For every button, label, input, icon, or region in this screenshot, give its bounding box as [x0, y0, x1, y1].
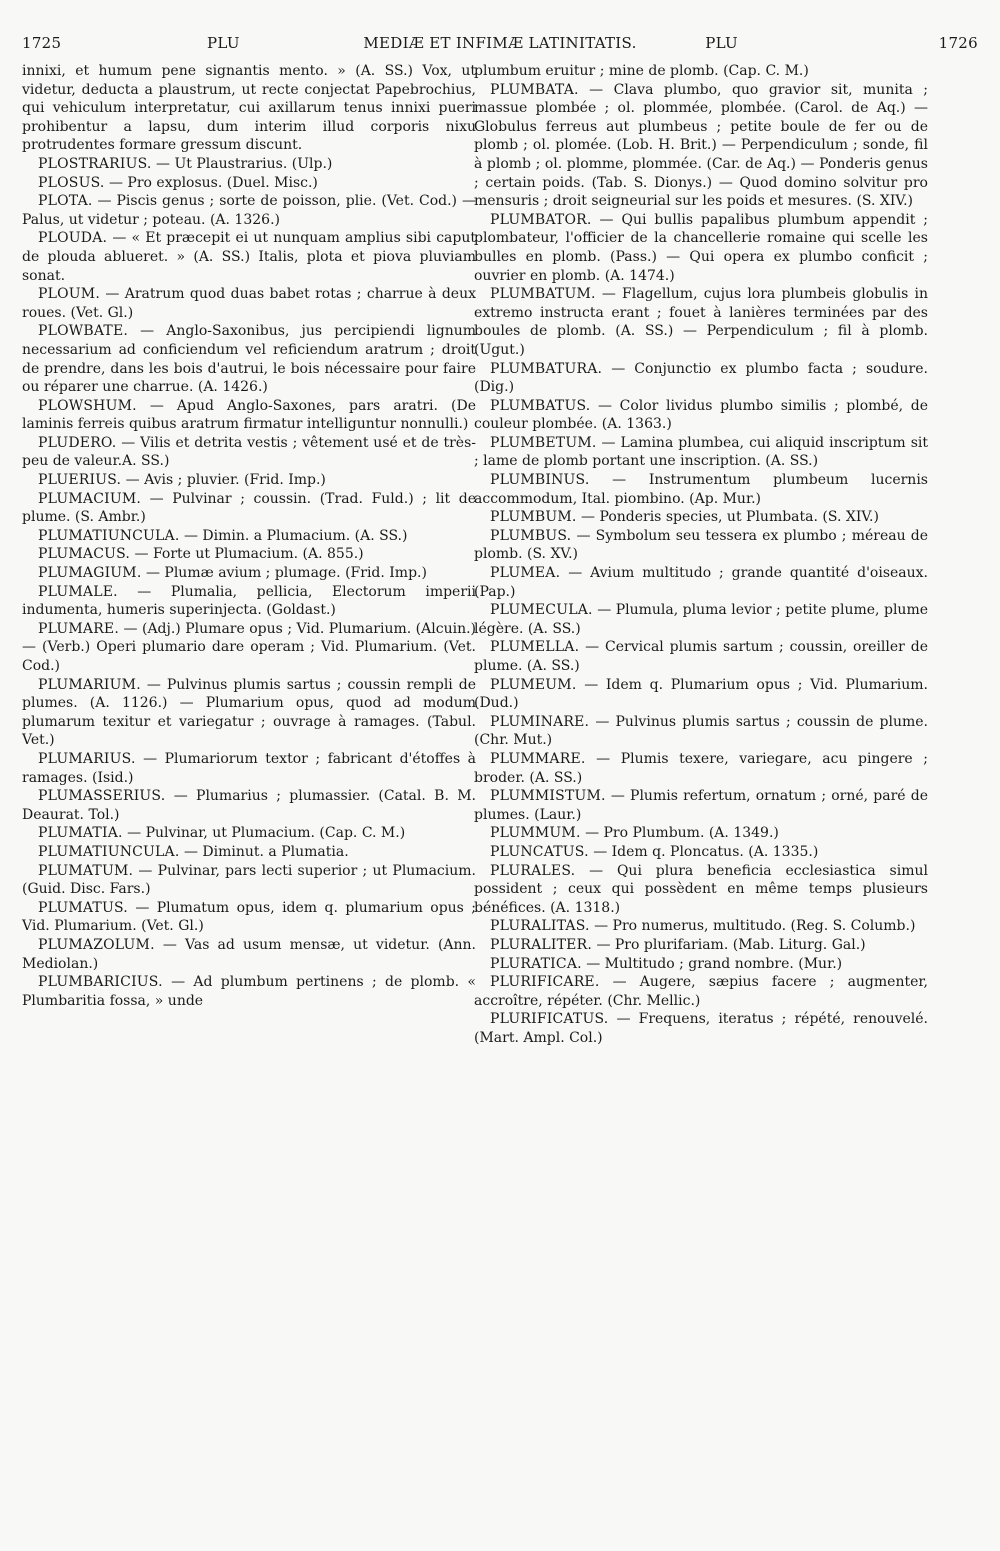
entry-definition: — Idem q. Plumarium opus ; Vid. Plumarium. (Dud.)	[474, 676, 929, 712]
entry-definition: — Aratrum quod duas babet rotas ; charrue à deux roues. (Vet. Gl.)	[22, 286, 477, 321]
entry-definition: — Symbolum seu tessera ex plumbo ; méreau de plomb. (S. XV.)	[474, 527, 929, 563]
entry-definition: — Apud Anglo-Saxones, pars aratri. (De laminis ferreis quibus aratrum firmatur intelliguntur nonnulli.)	[22, 397, 476, 433]
entry-definition: — Cervical plumis sartum ; coussin, oreiller de plume. (A. SS.)	[474, 639, 928, 674]
entry-definition: — Color lividus plumbo similis ; plombé, de couleur plombée. (A. 1363.)	[474, 397, 928, 433]
entry-headword: PLUMAGIUM.	[38, 565, 142, 582]
entry-headword: PLUMBATA.	[490, 81, 579, 98]
entry-headword: PLUMEA.	[490, 565, 561, 582]
entry-definition: — Plumalia, pellicia, Electorum imperii indumenta, humeris superinjecta. (Goldast.)	[22, 583, 476, 619]
dictionary-entry	[22, 620, 476, 676]
entry-definition: — Qui bullis papalibus plumbum appendit ; plombateur, l'officier de la chancellerie romaine qui scelle les bulles en plomb. (Pass.) — Qui opera ex plumbo conficit ; ouvrier en plomb. (A. 1474.)	[474, 211, 929, 284]
entry-definition: — « Et præcepit ei ut nunquam amplius sibi caput de plouda ablueret. » (A. SS.) Italis, plota et piova pluviam sonat.	[22, 230, 476, 284]
entry-headword: PLUMARIUS.	[38, 750, 136, 767]
entry-headword: PLOSTRARIUS.	[38, 155, 152, 172]
entry-definition: plumbum eruitur ; mine de plomb. (Cap. C. M.)	[474, 63, 809, 79]
entry-headword: PLUMELLA.	[490, 639, 580, 656]
entry-headword: PLUMATIA.	[38, 825, 123, 842]
entry-headword: PLURALITAS.	[490, 918, 590, 935]
dictionary-entry	[474, 955, 928, 974]
head-abbreviation-left: PLU	[207, 34, 240, 52]
entry-headword: PLOUDA.	[38, 230, 108, 247]
dictionary-entry	[474, 862, 928, 918]
dictionary-entry	[22, 285, 476, 322]
entry-headword: PLUMALE.	[38, 583, 118, 600]
entry-definition: — Piscis genus ; sorte de poisson, plie. (Vet. Cod.) — Palus, ut videtur ; poteau. (A. 1326.)	[22, 193, 476, 228]
entry-definition: — Pro Plumbum. (A. 1349.)	[585, 825, 779, 842]
entry-headword: PLOWBATE.	[38, 323, 129, 340]
dictionary-entry	[474, 713, 928, 750]
entry-headword: PLOWSHUM.	[38, 397, 137, 414]
entry-definition: — Multitudo ; grand nombre. (Mur.)	[586, 955, 843, 972]
entry-headword: PLUMATIUNCULA.	[38, 527, 180, 544]
entry-definition: — Lamina plumbea, cui aliquid inscriptum sit ; lame de plomb portant une inscription. (A. SS.)	[474, 434, 929, 470]
entry-headword: PLOTA.	[38, 193, 93, 210]
dictionary-entry	[22, 192, 476, 229]
entry-headword: PLUMMUM.	[490, 825, 581, 842]
dictionary-entry	[22, 545, 476, 564]
entry-headword: PLUMBETUM.	[490, 434, 597, 451]
entry-definition: — Pulvinar ; coussin. (Trad. Fuld.) ; lit de plume. (S. Ambr.)	[22, 490, 477, 526]
dictionary-entry	[474, 787, 928, 824]
dictionary-entry	[22, 397, 476, 434]
dictionary-entry	[22, 973, 476, 1010]
entry-headword: PLUDERO.	[38, 434, 117, 451]
dictionary-entry	[474, 676, 928, 713]
entry-headword: PLUMBUS.	[490, 527, 572, 544]
dictionary-entry	[474, 360, 928, 397]
entry-definition: — Plumis refertum, ornatum ; orné, paré de plumes. (Laur.)	[474, 788, 928, 823]
dictionary-entry	[22, 862, 476, 899]
dictionary-entry	[474, 750, 928, 787]
dictionary-entry	[22, 174, 476, 193]
page-number-left: 1725	[22, 34, 62, 52]
entry-headword: PLUMASSERIUS.	[38, 788, 166, 805]
dictionary-entry	[474, 824, 928, 843]
entry-definition: — (Adj.) Plumare opus ; Vid. Plumarium. (Alcuin.) — (Verb.) Operi plumario dare operam ; Vid. Plumarium. (Vet. Cod.)	[22, 620, 476, 674]
entry-definition: — Diminut. a Plumatia.	[183, 843, 349, 860]
dictionary-entry	[474, 843, 928, 862]
entry-definition: — Pulvinus plumis sartus ; coussin rempli de plumes. (A. 1126.) — Plumarium opus, quod ad modum plumarum texitur et variegatur ; ouvrage à ramages. (Tabul. Vet.)	[22, 676, 477, 749]
entry-definition: — Pro numerus, multitudo. (Reg. S. Columb.)	[594, 918, 916, 935]
entry-headword: PLUMARE.	[38, 620, 120, 637]
entry-definition: — Clava plumbo, quo gravior sit, munita ; massue plombée ; ol. plommée, plombée. (Carol. de Aq.) — Globulus ferreus aut plumbeus ; petite boule de fer ou de plomb ; ol. plomée. (Lob. H. Brit.) — Perpendiculum ; sonde, fil à plomb ; ol. plomme, plommée. (Car. de Aq.) — Ponderis genus ; certain poids. (Tab. S. Dionys.) — Quod domino solvitur pro mensuris ; droit seigneurial sur les poids et mesures. (S. XIV.)	[474, 81, 928, 210]
dictionary-entry	[474, 527, 928, 564]
page-number-right: 1726	[938, 34, 978, 52]
entry-headword: PLUMARIUM.	[38, 676, 141, 693]
head-abbreviation-right: PLU	[705, 34, 738, 52]
entry-definition: — Ut Plaustrarius. (Ulp.)	[156, 155, 333, 172]
entry-headword: PLUMBATUM.	[490, 286, 596, 303]
dictionary-entry	[474, 564, 928, 601]
entry-definition: — Vas ad usum mensæ, ut videtur. (Ann. Mediolan.)	[22, 936, 477, 972]
entry-definition: — Pulvinar, pars lecti superior ; ut Plumacium. (Guid. Disc. Fars.)	[22, 862, 476, 898]
dictionary-entry	[474, 601, 928, 638]
dictionary-entry	[474, 211, 928, 285]
dictionary-entry	[474, 638, 928, 675]
dictionary-entry	[22, 471, 476, 490]
entry-headword: PLUMATUM.	[38, 862, 134, 879]
dictionary-entry	[22, 229, 476, 285]
left-column	[22, 62, 476, 1010]
dictionary-entry	[474, 81, 928, 211]
dictionary-entry	[22, 750, 476, 787]
dictionary-entry	[474, 917, 928, 936]
entry-headword: PLUMBATURA.	[490, 360, 603, 377]
dictionary-entry	[22, 434, 476, 471]
entry-definition: — Flagellum, cujus lora plumbeis globulis in extremo instructa erant ; fouet à lanières terminées par des boules de plomb. (A. SS.) — Perpendiculum ; fil à plomb. (Ugut.)	[474, 286, 928, 358]
entry-headword: PLUMAZOLUM.	[38, 936, 155, 953]
entry-definition: — Ponderis species, ut Plumbata. (S. XIV.)	[581, 509, 879, 526]
entry-definition: — Plumula, pluma levior ; petite plume, plume légère. (A. SS.)	[474, 602, 929, 637]
entry-definition: — Forte ut Plumacium. (A. 855.)	[134, 546, 364, 563]
dictionary-entry	[22, 936, 476, 973]
dictionary-entry	[474, 434, 928, 471]
entry-headword: PLURALITER.	[490, 936, 592, 953]
dictionary-entry	[22, 490, 476, 527]
entry-headword: PLUMMARE.	[490, 750, 586, 767]
entry-definition: — Idem q. Ploncatus. (A. 1335.)	[593, 843, 819, 860]
dictionary-entry	[22, 843, 476, 862]
entry-headword: PLUERIUS.	[38, 472, 122, 489]
dictionary-entry	[474, 471, 928, 508]
running-title: MEDIÆ ET INFIMÆ LATINITATIS.	[363, 34, 637, 52]
entry-definition: — Conjunctio ex plumbo facta ; soudure. (Dig.)	[474, 360, 928, 396]
dictionary-entry	[22, 564, 476, 583]
entry-headword: PLUMEUM.	[490, 676, 577, 693]
dictionary-entry	[22, 583, 476, 620]
entry-definition: — Plumæ avium ; plumage. (Frid. Imp.)	[145, 565, 427, 582]
entry-headword: PLURIFICARE.	[490, 974, 600, 991]
dictionary-entry	[22, 322, 476, 396]
entry-definition: — Plumis texere, variegare, acu pingere ; broder. (A. SS.)	[474, 750, 928, 786]
dictionary-entry	[474, 973, 928, 1010]
entry-headword: PLUMATIUNCULA.	[38, 843, 180, 860]
dictionary-entry	[474, 508, 928, 527]
entry-headword: PLUMBATOR.	[490, 211, 592, 228]
entry-definition: — Instrumentum plumbeum lucernis accommodum, Ital. piombino. (Ap. Mur.)	[474, 472, 928, 507]
entry-definition: — Plumarius ; plumassier. (Catal. B. M. Deaurat. Tol.)	[22, 788, 476, 823]
entry-headword: PLURATICA.	[490, 955, 582, 972]
entry-definition: innixi, et humum pene signantis mento. » (A. SS.) Vox, ut videtur, deducta a plaustrum, ut recte conjectat Papebrochius, qui vehiculum interpretatur, cui axillarum tenus innixi pueri prohibentur a lapsu, dum interim illud corporis nixu protrudentes formare gressum discunt.	[22, 63, 476, 154]
dictionary-entry	[22, 676, 476, 750]
entry-definition: — Pro explosus. (Duel. Misc.)	[108, 174, 318, 191]
entry-definition: — Pulvinus plumis sartus ; coussin de plume. (Chr. Mut.)	[474, 713, 929, 749]
running-head	[22, 34, 978, 56]
entry-definition: — Augere, sæpius facere ; augmenter, accroître, répéter. (Chr. Mellic.)	[474, 974, 928, 1009]
entry-headword: PLURALES.	[490, 862, 576, 879]
entry-definition: — Plumariorum textor ; fabricant d'étoffes à ramages. (Isid.)	[22, 750, 476, 786]
dictionary-entry	[474, 285, 928, 359]
dictionary-entry	[474, 62, 928, 81]
entry-headword: PLUMBARICIUS.	[38, 974, 163, 991]
entry-definition: — Avium multitudo ; grande quantité d'oiseaux. (Pap.)	[474, 565, 929, 600]
dictionary-entry	[22, 527, 476, 546]
right-column	[474, 62, 928, 1047]
entry-definition: — Plumatum opus, idem q. plumarium opus ; Vid. Plumarium. (Vet. Gl.)	[22, 899, 476, 935]
entry-headword: PLOSUS.	[38, 174, 105, 191]
entry-headword: PLUMBATUS.	[490, 397, 591, 414]
entry-headword: PLOUM.	[38, 286, 100, 303]
dictionary-entry	[474, 936, 928, 955]
entry-definition: — Avis ; pluvier. (Frid. Imp.)	[125, 472, 326, 489]
entry-definition: — Vilis et detrita vestis ; vêtement usé et de très-peu de valeur.A. SS.)	[22, 434, 476, 470]
entry-headword: PLUMATUS.	[38, 899, 128, 916]
entry-headword: PLURIFICATUS.	[490, 1011, 609, 1028]
entry-headword: PLUNCATUS.	[490, 843, 589, 860]
entry-definition: — Frequens, iteratus ; répété, renouvelé. (Mart. Ampl. Col.)	[474, 1011, 929, 1046]
entry-headword: PLUMMISTUM.	[490, 788, 606, 805]
dictionary-entry	[22, 824, 476, 843]
entry-definition: — Pulvinar, ut Plumacium. (Cap. C. M.)	[127, 825, 406, 842]
entry-definition: — Anglo-Saxonibus, jus percipiendi lignum necessarium ad conficiendum vel reficiendum aratrum ; droit de prendre, dans les bois d'autrui, le bois nécessaire pour faire ou réparer une charrue. (A. 1426.)	[22, 323, 476, 396]
entry-headword: PLUMACUS.	[38, 546, 131, 563]
entry-headword: PLUMACIUM.	[38, 490, 142, 507]
dictionary-entry	[22, 62, 476, 155]
dictionary-entry	[22, 899, 476, 936]
dictionary-entry	[474, 1010, 928, 1047]
entry-definition: — Dimin. a Plumacium. (A. SS.)	[183, 527, 408, 544]
entry-headword: PLUMBINUS.	[490, 472, 590, 489]
dictionary-entry	[22, 787, 476, 824]
entry-headword: PLUMINARE.	[490, 713, 590, 730]
entry-definition: — Ad plumbum pertinens ; de plomb. « Plumbaritia fossa, » unde	[22, 974, 477, 1009]
entry-definition: — Pro plurifariam. (Mab. Liturg. Gal.)	[596, 936, 866, 953]
entry-definition: — Qui plura beneficia ecclesiastica simul possident ; ceux qui possèdent en même temps plusieurs bénéfices. (A. 1318.)	[474, 862, 928, 916]
dictionary-entry	[474, 397, 928, 434]
dictionary-entry	[22, 155, 476, 174]
entry-headword: PLUMECULA.	[490, 602, 593, 619]
entry-headword: PLUMBUM.	[490, 509, 577, 526]
